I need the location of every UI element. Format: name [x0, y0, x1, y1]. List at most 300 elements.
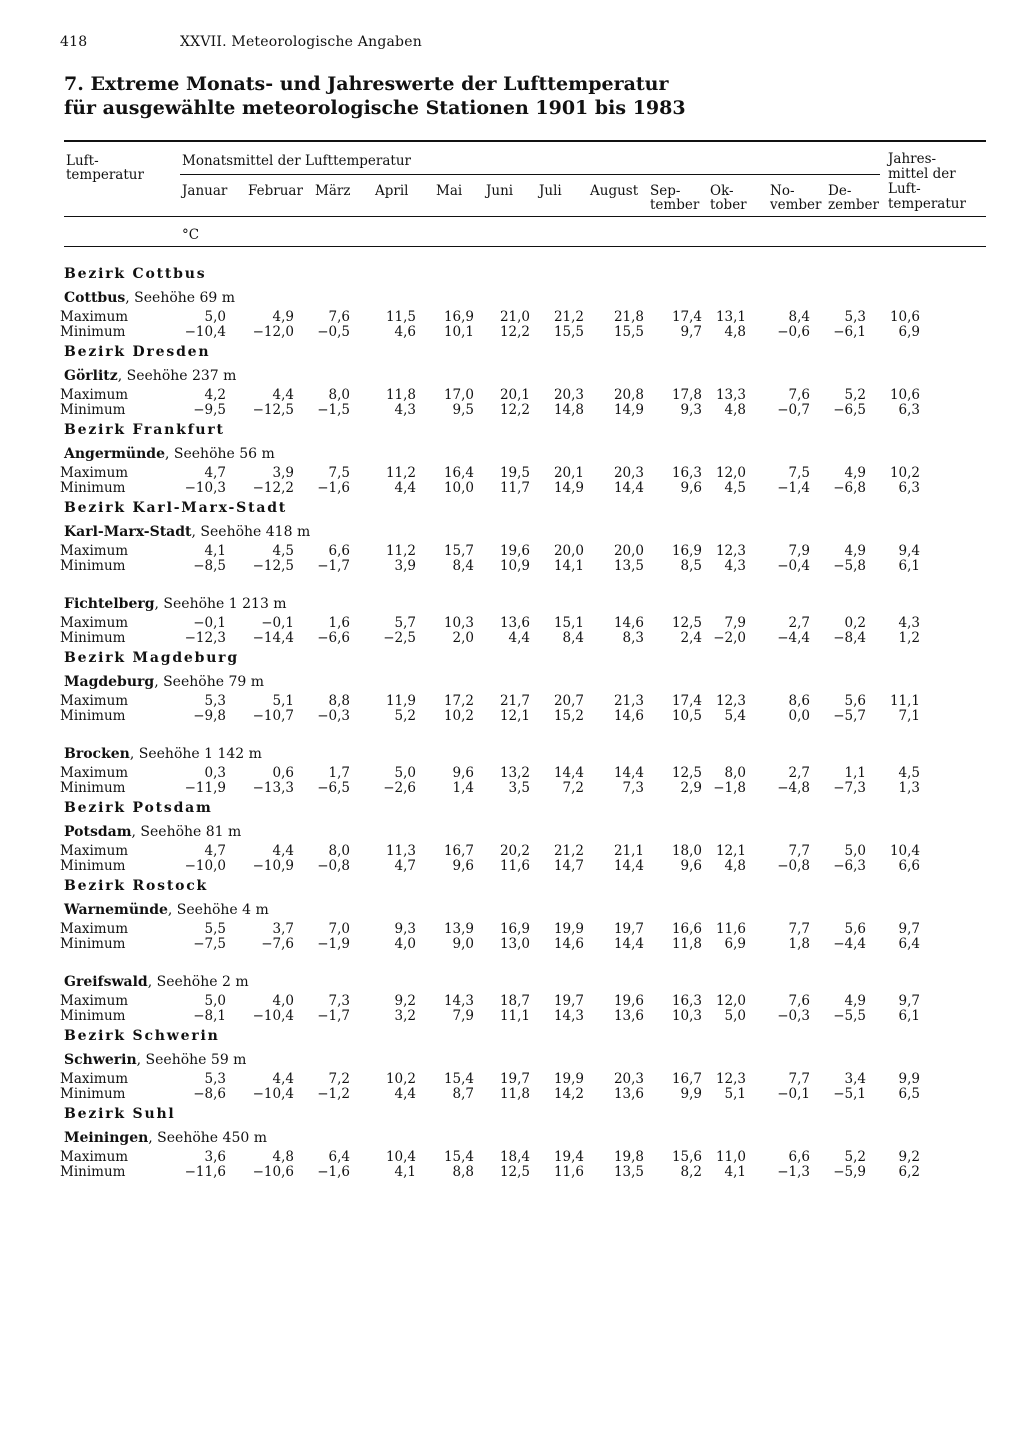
row-label-min: Minimum: [60, 630, 126, 646]
cell-value: 9,9: [898, 1071, 920, 1087]
cell-value: 20,0: [613, 543, 644, 559]
cell-value: 9,0: [452, 936, 474, 952]
cell-value: 4,7: [204, 843, 226, 859]
cell-value: 4,9: [844, 993, 866, 1009]
cell-value: 13,6: [613, 1008, 644, 1024]
cell-value: 5,0: [204, 309, 226, 325]
station-elevation: , Seehöhe 81 m: [131, 824, 242, 840]
cell-value: 20,7: [553, 693, 584, 709]
cell-value: −8,1: [193, 1008, 226, 1024]
station-spacer: [64, 724, 986, 742]
cell-value: 4,1: [204, 543, 226, 559]
cell-value: 7,9: [452, 1008, 474, 1024]
cell-value: −12,5: [252, 402, 294, 418]
cell-value: 19,6: [499, 543, 530, 559]
cell-value: 8,4: [452, 558, 474, 574]
month-mar: März: [315, 183, 351, 199]
cell-value: 7,7: [788, 921, 810, 937]
cell-value: 4,8: [724, 858, 746, 874]
month-jun: Juni: [486, 183, 514, 199]
cell-value: 12,5: [671, 765, 702, 781]
month-dez: De- zember: [828, 183, 879, 213]
cell-value: 14,4: [613, 936, 644, 952]
cell-value: −5,5: [833, 1008, 866, 1024]
row-label-min: Minimum: [60, 1008, 126, 1024]
page-number: 418: [60, 34, 88, 50]
cell-value: 15,2: [553, 708, 584, 724]
cell-value: 15,4: [443, 1071, 474, 1087]
station-name: Warnemünde: [64, 902, 168, 918]
cell-value: −4,4: [833, 936, 866, 952]
cell-value: 8,3: [622, 630, 644, 646]
cell-value: 11,8: [385, 387, 416, 403]
cell-value: −1,2: [317, 1086, 350, 1102]
station-name: Angermünde: [64, 446, 165, 462]
cell-value: −14,4: [252, 630, 294, 646]
row-label-min: Minimum: [60, 780, 126, 796]
cell-value: 14,4: [613, 765, 644, 781]
cell-value: 11,8: [671, 936, 702, 952]
col-header-annual: Jahres- mittel der Luft- temperatur: [888, 151, 966, 212]
table-row-max: [60, 309, 986, 325]
station-elevation: , Seehöhe 56 m: [164, 446, 275, 462]
cell-value: −1,5: [317, 402, 350, 418]
cell-value: 10,1: [443, 324, 474, 340]
cell-value: 6,6: [788, 1149, 810, 1165]
cell-value: 10,2: [889, 465, 920, 481]
group-rule: [180, 174, 880, 175]
station-heading: [64, 898, 986, 922]
cell-value: 5,3: [844, 309, 866, 325]
cell-value: −1,6: [317, 1164, 350, 1180]
station-name: Cottbus: [64, 290, 126, 306]
unit-label: °C: [182, 227, 200, 243]
cell-value: 6,3: [898, 480, 920, 496]
cell-value: 5,2: [844, 1149, 866, 1165]
cell-value: 8,4: [788, 309, 810, 325]
cell-value: 2,7: [788, 615, 810, 631]
cell-value: 8,0: [724, 765, 746, 781]
cell-value: 8,2: [680, 1164, 702, 1180]
district-heading: Bezirk Suhl: [64, 1106, 176, 1122]
cell-value: 20,3: [613, 1071, 644, 1087]
cell-value: −12,5: [252, 558, 294, 574]
station-name: Görlitz: [64, 368, 118, 384]
district-heading: Bezirk Magdeburg: [64, 650, 239, 666]
table-row-max: [60, 465, 986, 481]
top-rule: [64, 140, 986, 142]
cell-value: 3,6: [204, 1149, 226, 1165]
cell-value: −0,8: [317, 858, 350, 874]
cell-value: 16,9: [671, 543, 702, 559]
row-label-max: Maximum: [60, 765, 129, 781]
cell-value: 6,9: [898, 324, 920, 340]
month-jan: Januar: [182, 183, 228, 199]
cell-value: 17,2: [443, 693, 474, 709]
cell-value: 4,6: [394, 324, 416, 340]
cell-value: 4,4: [272, 387, 294, 403]
cell-value: 4,8: [724, 324, 746, 340]
cell-value: −0,1: [193, 615, 226, 631]
row-label-min: Minimum: [60, 324, 126, 340]
cell-value: 14,9: [553, 480, 584, 496]
cell-value: −2,5: [383, 630, 416, 646]
cell-value: 9,3: [680, 402, 702, 418]
cell-value: 10,5: [671, 708, 702, 724]
month-apr: April: [375, 183, 409, 199]
row-label-max: Maximum: [60, 1071, 129, 1087]
cell-value: 10,6: [889, 309, 920, 325]
table-row-max: [60, 615, 986, 631]
month-jul: Juli: [539, 183, 562, 199]
cell-value: 1,1: [844, 765, 866, 781]
cell-value: 4,3: [394, 402, 416, 418]
table-row-max: [60, 993, 986, 1009]
cell-value: 12,1: [499, 708, 530, 724]
cell-value: 4,3: [898, 615, 920, 631]
station-heading: [64, 1126, 986, 1150]
cell-value: −4,8: [777, 780, 810, 796]
table-row-min: [60, 558, 986, 574]
cell-value: 4,4: [394, 1086, 416, 1102]
table-row-max: [60, 1071, 986, 1087]
cell-value: 18,7: [499, 993, 530, 1009]
row-label-max: Maximum: [60, 993, 129, 1009]
month-mai: Mai: [436, 183, 463, 199]
cell-value: −1,7: [317, 558, 350, 574]
cell-value: −8,5: [193, 558, 226, 574]
cell-value: 21,1: [613, 843, 644, 859]
cell-value: 4,4: [272, 843, 294, 859]
cell-value: −2,6: [383, 780, 416, 796]
district-heading: Bezirk Rostock: [64, 878, 209, 894]
cell-value: 12,2: [499, 324, 530, 340]
cell-value: 9,2: [898, 1149, 920, 1165]
cell-value: 14,8: [553, 402, 584, 418]
station-elevation: , Seehöhe 4 m: [167, 902, 269, 918]
cell-value: 8,8: [328, 693, 350, 709]
cell-value: −5,8: [833, 558, 866, 574]
cell-value: 11,0: [715, 1149, 746, 1165]
row-label-max: Maximum: [60, 387, 129, 403]
table-row-min: [60, 1086, 986, 1102]
station-name: Karl-Marx-Stadt: [64, 524, 192, 540]
cell-value: 6,3: [898, 402, 920, 418]
station-name: Brocken: [64, 746, 130, 762]
cell-value: 7,7: [788, 843, 810, 859]
cell-value: 10,0: [443, 480, 474, 496]
row-label-min: Minimum: [60, 708, 126, 724]
row-label-min: Minimum: [60, 1164, 126, 1180]
cell-value: 11,6: [553, 1164, 584, 1180]
table-row-max: [60, 843, 986, 859]
cell-value: 21,7: [499, 693, 530, 709]
cell-value: 10,4: [889, 843, 920, 859]
cell-value: 12,3: [715, 693, 746, 709]
table-title-line1: 7. Extreme Monats- und Jahreswerte der Lufttemperatur: [64, 73, 669, 95]
cell-value: 1,3: [898, 780, 920, 796]
cell-value: 19,6: [613, 993, 644, 1009]
cell-value: 19,7: [499, 1071, 530, 1087]
cell-value: 8,5: [680, 558, 702, 574]
table-row-min: [60, 480, 986, 496]
station-heading: [64, 364, 986, 388]
cell-value: 9,6: [680, 480, 702, 496]
station-spacer: [64, 574, 986, 592]
cell-value: 12,3: [715, 1071, 746, 1087]
cell-value: −1,6: [317, 480, 350, 496]
row-label-max: Maximum: [60, 543, 129, 559]
cell-value: 16,9: [443, 309, 474, 325]
cell-value: 21,8: [613, 309, 644, 325]
table-title-line2: für ausgewählte meteorologische Stationen 1901 bis 1983: [64, 97, 686, 119]
cell-value: −12,0: [252, 324, 294, 340]
cell-value: 4,9: [844, 543, 866, 559]
row-label-max: Maximum: [60, 1149, 129, 1165]
cell-value: −5,7: [833, 708, 866, 724]
cell-value: 7,9: [724, 615, 746, 631]
cell-value: 19,5: [499, 465, 530, 481]
station-spacer: [64, 952, 986, 970]
cell-value: −4,4: [777, 630, 810, 646]
cell-value: 8,0: [328, 387, 350, 403]
cell-value: 21,2: [553, 309, 584, 325]
cell-value: −12,2: [252, 480, 294, 496]
cell-value: 12,3: [715, 543, 746, 559]
cell-value: 11,6: [715, 921, 746, 937]
month-feb: Februar: [248, 183, 303, 199]
cell-value: 7,1: [898, 708, 920, 724]
cell-value: 5,6: [844, 921, 866, 937]
cell-value: 12,5: [499, 1164, 530, 1180]
station-heading: [64, 1048, 986, 1072]
cell-value: 7,5: [788, 465, 810, 481]
cell-value: 12,5: [671, 615, 702, 631]
cell-value: 4,4: [272, 1071, 294, 1087]
cell-value: −0,6: [777, 324, 810, 340]
cell-value: 9,2: [394, 993, 416, 1009]
cell-value: 14,6: [613, 708, 644, 724]
cell-value: 7,2: [328, 1071, 350, 1087]
cell-value: 6,4: [898, 936, 920, 952]
cell-value: −6,5: [833, 402, 866, 418]
cell-value: 7,6: [328, 309, 350, 325]
unit-rule: [64, 246, 986, 247]
cell-value: 15,4: [443, 1149, 474, 1165]
cell-value: 9,7: [898, 993, 920, 1009]
cell-value: 1,8: [788, 936, 810, 952]
table-row-min: [60, 708, 986, 724]
cell-value: 5,0: [394, 765, 416, 781]
cell-value: −13,3: [252, 780, 294, 796]
month-nov: No- vember: [770, 183, 822, 213]
cell-value: −10,6: [252, 1164, 294, 1180]
row-label-max: Maximum: [60, 465, 129, 481]
table-row-min: [60, 402, 986, 418]
cell-value: 1,4: [452, 780, 474, 796]
station-name: Greifswald: [64, 974, 148, 990]
cell-value: 4,2: [204, 387, 226, 403]
cell-value: −10,0: [184, 858, 226, 874]
cell-value: 15,5: [613, 324, 644, 340]
cell-value: 11,7: [499, 480, 530, 496]
cell-value: 11,2: [385, 465, 416, 481]
cell-value: 15,1: [553, 615, 584, 631]
table-row-max: [60, 693, 986, 709]
row-label-max: Maximum: [60, 615, 129, 631]
cell-value: −1,8: [713, 780, 746, 796]
cell-value: 10,6: [889, 387, 920, 403]
cell-value: 6,5: [898, 1086, 920, 1102]
cell-value: 2,0: [452, 630, 474, 646]
cell-value: 5,2: [394, 708, 416, 724]
cell-value: −8,4: [833, 630, 866, 646]
cell-value: 1,7: [328, 765, 350, 781]
station-name: Potsdam: [64, 824, 132, 840]
cell-value: 0,3: [204, 765, 226, 781]
station-elevation: , Seehöhe 59 m: [136, 1052, 247, 1068]
cell-value: 11,6: [499, 858, 530, 874]
cell-value: 0,6: [272, 765, 294, 781]
cell-value: −9,5: [193, 402, 226, 418]
cell-value: 7,3: [622, 780, 644, 796]
cell-value: 14,2: [553, 1086, 584, 1102]
cell-value: 7,5: [328, 465, 350, 481]
cell-value: 18,0: [671, 843, 702, 859]
cell-value: 7,3: [328, 993, 350, 1009]
row-label-max: Maximum: [60, 693, 129, 709]
cell-value: 19,7: [613, 921, 644, 937]
cell-value: 19,7: [553, 993, 584, 1009]
table-row-max: [60, 543, 986, 559]
cell-value: −5,9: [833, 1164, 866, 1180]
cell-value: −1,3: [777, 1164, 810, 1180]
cell-value: 20,3: [613, 465, 644, 481]
district-heading: Bezirk Cottbus: [64, 266, 207, 282]
cell-value: −5,1: [833, 1086, 866, 1102]
cell-value: 19,8: [613, 1149, 644, 1165]
chapter-title: XXVII. Meteorologische Angaben: [180, 34, 422, 50]
cell-value: 15,5: [553, 324, 584, 340]
station-heading: [64, 442, 986, 466]
cell-value: −12,3: [184, 630, 226, 646]
cell-value: 13,5: [613, 558, 644, 574]
cell-value: 4,5: [724, 480, 746, 496]
cell-value: 5,5: [204, 921, 226, 937]
cell-value: 5,0: [204, 993, 226, 1009]
station-name: Magdeburg: [64, 674, 155, 690]
col-header-luft: Luft- temperatur: [66, 153, 144, 183]
cell-value: −1,9: [317, 936, 350, 952]
cell-value: −6,3: [833, 858, 866, 874]
header-rule: [64, 216, 986, 217]
cell-value: 11,5: [385, 309, 416, 325]
cell-value: 19,9: [553, 921, 584, 937]
cell-value: 3,5: [508, 780, 530, 796]
cell-value: −8,6: [193, 1086, 226, 1102]
cell-value: 21,2: [553, 843, 584, 859]
row-label-min: Minimum: [60, 858, 126, 874]
cell-value: 2,9: [680, 780, 702, 796]
cell-value: −6,5: [317, 780, 350, 796]
cell-value: −11,9: [184, 780, 226, 796]
month-sep: Sep- tember: [650, 183, 700, 213]
cell-value: 0,0: [788, 708, 810, 724]
station-heading: [64, 286, 986, 310]
cell-value: 0,2: [844, 615, 866, 631]
station-heading: [64, 592, 986, 616]
district-heading: Bezirk Schwerin: [64, 1028, 220, 1044]
cell-value: −7,3: [833, 780, 866, 796]
cell-value: −0,7: [777, 402, 810, 418]
station-elevation: , Seehöhe 418 m: [191, 524, 311, 540]
cell-value: 10,2: [385, 1071, 416, 1087]
cell-value: −10,4: [184, 324, 226, 340]
cell-value: 8,7: [452, 1086, 474, 1102]
cell-value: 16,7: [671, 1071, 702, 1087]
row-label-max: Maximum: [60, 843, 129, 859]
cell-value: 4,9: [272, 309, 294, 325]
cell-value: 11,3: [385, 843, 416, 859]
station-elevation: , Seehöhe 79 m: [154, 674, 264, 690]
cell-value: −10,9: [252, 858, 294, 874]
cell-value: 12,0: [715, 465, 746, 481]
cell-value: −7,5: [193, 936, 226, 952]
cell-value: 18,4: [499, 1149, 530, 1165]
cell-value: 8,8: [452, 1164, 474, 1180]
station-heading: [64, 742, 986, 766]
cell-value: 16,3: [671, 993, 702, 1009]
cell-value: 7,6: [788, 387, 810, 403]
district-heading: Bezirk Karl-Marx-Stadt: [64, 500, 288, 516]
cell-value: 11,1: [499, 1008, 530, 1024]
row-label-min: Minimum: [60, 1086, 126, 1102]
cell-value: 20,8: [613, 387, 644, 403]
station-name: Meiningen: [64, 1130, 149, 1146]
cell-value: −0,1: [261, 615, 294, 631]
cell-value: 14,9: [613, 402, 644, 418]
cell-value: −6,6: [317, 630, 350, 646]
cell-value: 7,6: [788, 993, 810, 1009]
cell-value: 4,8: [272, 1149, 294, 1165]
cell-value: 13,2: [499, 765, 530, 781]
cell-value: 10,3: [671, 1008, 702, 1024]
table-row-max: [60, 387, 986, 403]
cell-value: 20,2: [499, 843, 530, 859]
cell-value: 13,0: [499, 936, 530, 952]
table-row-min: [60, 780, 986, 796]
table-row-max: [60, 765, 986, 781]
cell-value: −0,3: [317, 708, 350, 724]
cell-value: 11,9: [385, 693, 416, 709]
station-heading: [64, 970, 986, 994]
cell-value: 2,7: [788, 765, 810, 781]
station-elevation: , Seehöhe 1 213 m: [154, 596, 287, 612]
table-row-min: [60, 936, 986, 952]
cell-value: 6,6: [328, 543, 350, 559]
station-name: Schwerin: [64, 1052, 137, 1068]
cell-value: 10,3: [443, 615, 474, 631]
table-row-max: [60, 1149, 986, 1165]
station-elevation: , Seehöhe 1 142 m: [129, 746, 262, 762]
cell-value: 16,7: [443, 843, 474, 859]
station-elevation: , Seehöhe 450 m: [148, 1130, 267, 1146]
cell-value: 7,9: [788, 543, 810, 559]
cell-value: 4,7: [394, 858, 416, 874]
cell-value: 5,3: [204, 1071, 226, 1087]
row-label-min: Minimum: [60, 480, 126, 496]
cell-value: 14,6: [613, 615, 644, 631]
